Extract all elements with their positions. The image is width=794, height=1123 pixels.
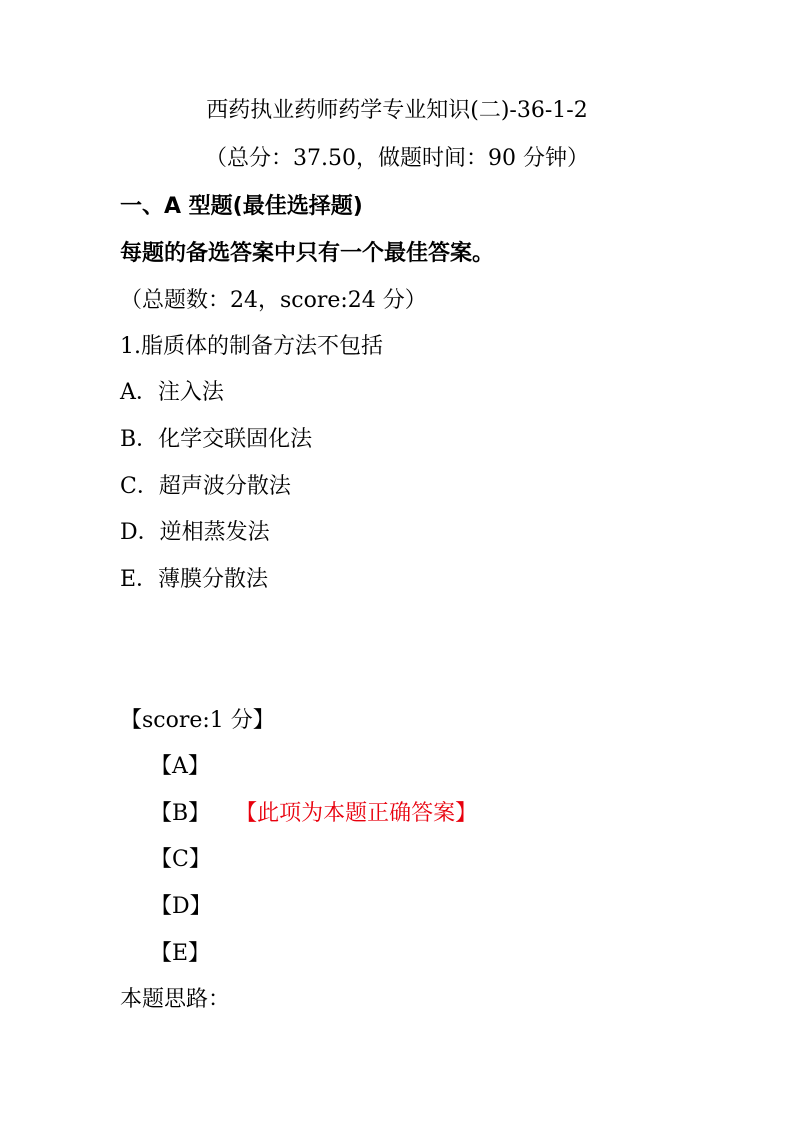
answer-choice-b-row	[150, 799, 477, 829]
option-b: B．化学交联固化法	[120, 427, 313, 452]
option-a: A．注入法	[120, 380, 224, 405]
answer-choice-e: 【E】	[150, 941, 211, 966]
document-title: 西药执业药师药学专业知识(二)-36-1-2	[206, 98, 588, 123]
question-stem: 1.脂质体的制备方法不包括	[120, 334, 383, 359]
answer-choice-c: 【C】	[150, 847, 211, 872]
section-instruction: 每题的备选答案中只有一个最佳答案。	[120, 241, 495, 266]
document-subtitle: （总分：37.50，做题时间：90 分钟）	[205, 146, 589, 171]
answer-choice-b: 【B】	[150, 801, 211, 826]
correct-answer-note: 【此项为本题正确答案】	[246, 801, 478, 826]
analysis-label: 本题思路：	[120, 987, 231, 1012]
option-c: C．超声波分散法	[120, 474, 291, 499]
answer-score: 【score:1 分】	[120, 708, 275, 733]
option-e: E．薄膜分散法	[120, 567, 269, 592]
section-heading: 一、A 型题(最佳选择题)	[120, 194, 363, 219]
answer-choice-d: 【D】	[150, 894, 212, 919]
answer-choice-a: 【A】	[150, 754, 210, 779]
section-meta: （总题数：24，score:24 分）	[120, 288, 427, 313]
option-d: D．逆相蒸发法	[120, 520, 270, 545]
